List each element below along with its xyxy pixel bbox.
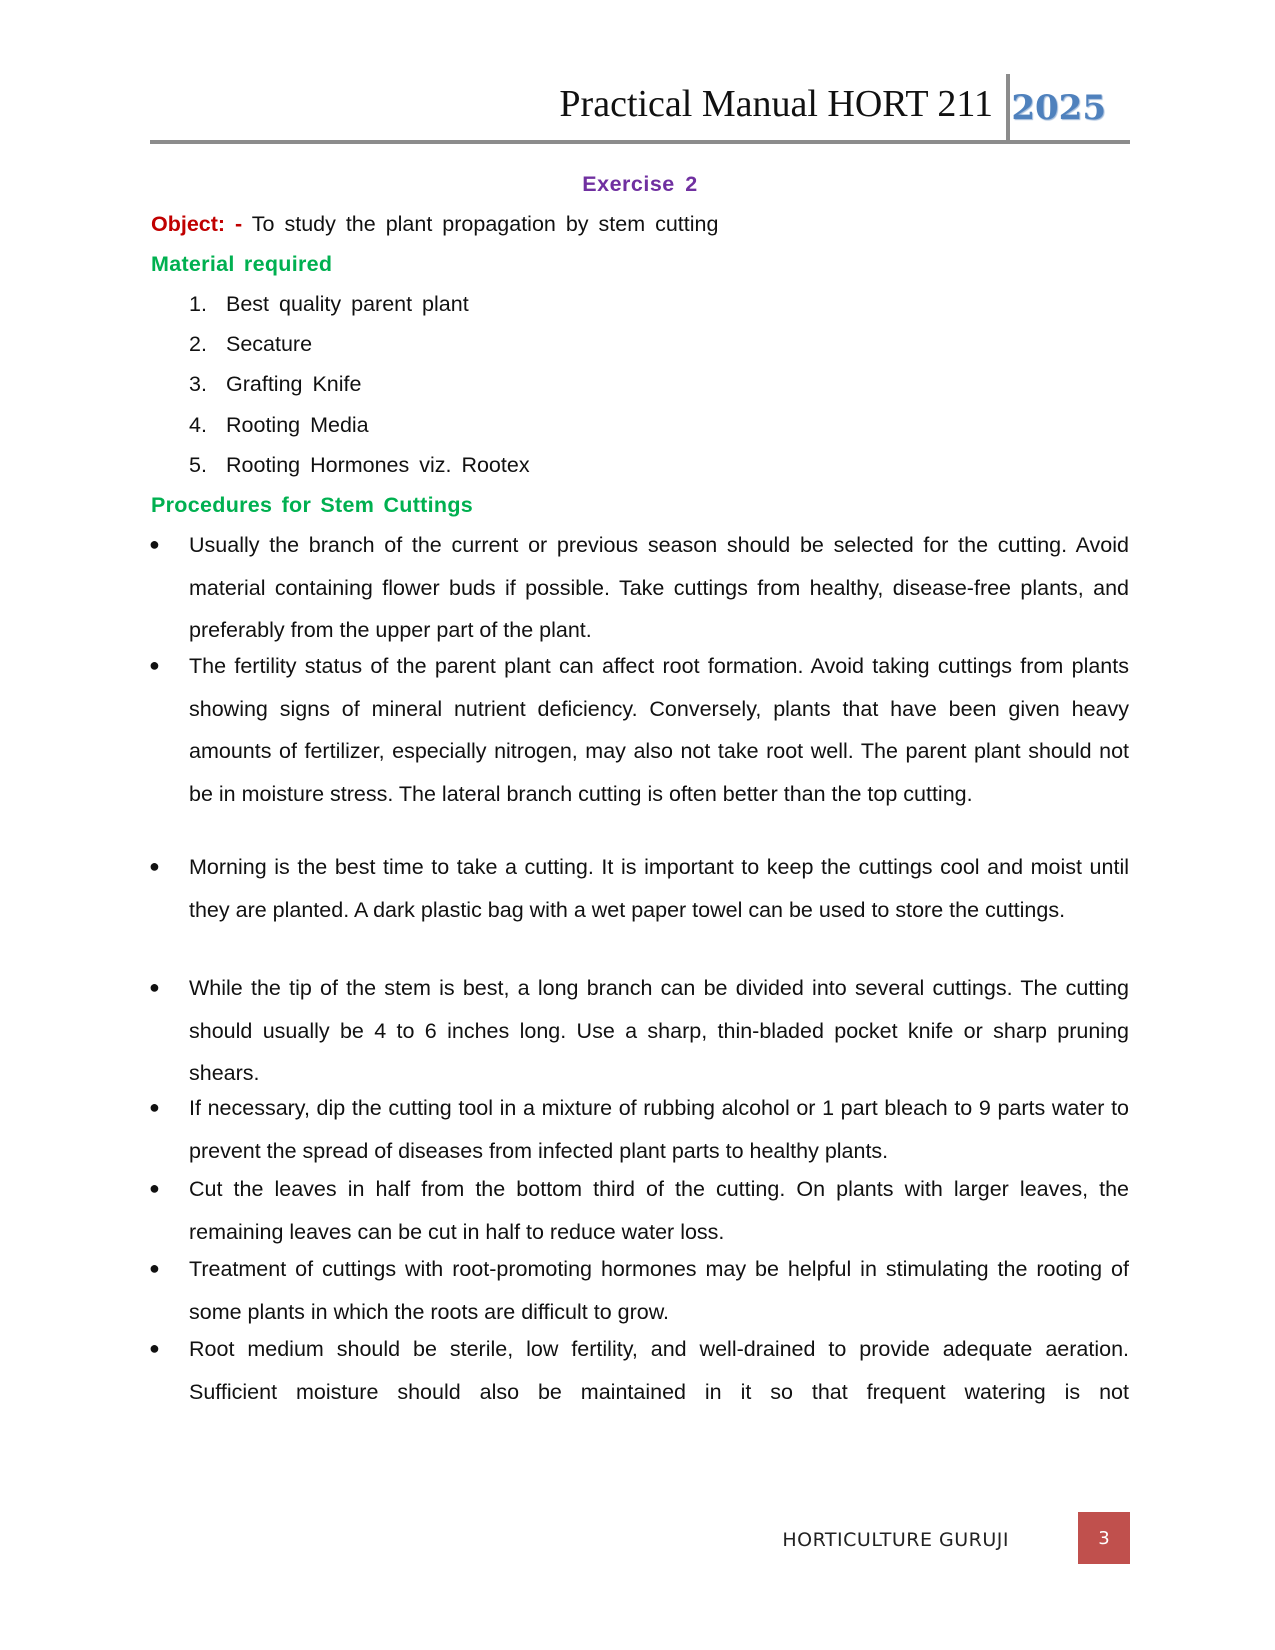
- material-text: Grafting Knife: [226, 372, 362, 396]
- page-header: [150, 74, 1130, 144]
- header-divider: [1006, 74, 1010, 142]
- header-rule: [150, 140, 1130, 144]
- procedures-heading: Procedures for Stem Cuttings: [151, 493, 474, 517]
- material-item: [189, 413, 369, 438]
- procedure-text: Usually the branch of the current or previous season should be selected for the cutting. Avoid material containing flower buds if possible. Take cuttings from healthy, disease-free plants, and preferably from the upper part of the plant.: [189, 533, 1129, 642]
- material-number: 5.: [189, 453, 207, 477]
- material-text: Rooting Media: [226, 413, 369, 437]
- procedure-text: While the tip of the stem is best, a long branch can be divided into several cuttings. The cutting should usually be 4 to 6 inches long. Use a sharp, thin-bladed pocket knife or sharp pruning shears.: [189, 976, 1129, 1085]
- procedure-text: Cut the leaves in half from the bottom third of the cutting. On plants with larger leaves, the remaining leaves can be cut in half to reduce water loss.: [189, 1177, 1129, 1244]
- bullet-dot-icon: ●: [149, 655, 160, 675]
- bullet-dot-icon: ●: [149, 1178, 160, 1198]
- bullet-dot-icon: ●: [149, 977, 160, 997]
- procedure-text: Treatment of cuttings with root-promoting hormones may be helpful in stimulating the rooting of some plants in which the roots are difficult to grow.: [189, 1257, 1129, 1324]
- material-text: Best quality parent plant: [226, 292, 469, 316]
- object-label: Object: -: [151, 212, 243, 236]
- object-text: To study the plant propagation by stem cutting: [251, 212, 719, 236]
- material-number: 3.: [189, 372, 207, 396]
- header-year: 2025: [1011, 88, 1106, 128]
- material-item: [189, 292, 469, 317]
- material-number: 4.: [189, 413, 207, 437]
- material-number: 1.: [189, 292, 207, 316]
- procedure-text: If necessary, dip the cutting tool in a mixture of rubbing alcohol or 1 part bleach to 9 parts water to prevent the spread of diseases from infected plant parts to healthy plants.: [189, 1096, 1129, 1163]
- procedure-text: Morning is the best time to take a cutting. It is important to keep the cuttings cool and moist until they are planted. A dark plastic bag with a wet paper towel can be used to store the cuttings.: [189, 855, 1129, 922]
- bullet-dot-icon: ●: [149, 534, 160, 554]
- material-text: Secature: [226, 332, 313, 356]
- bullet-dot-icon: ●: [149, 1258, 160, 1278]
- procedure-text: The fertility status of the parent plant can affect root formation. Avoid taking cuttings from plants showing signs of mineral nutrient deficiency. Conversely, plants that have been given heavy amounts of fertilizer, especially nitrogen, may also not take root well. The parent plant should not be in moisture stress. The lateral branch cutting is often better than the top cutting.: [189, 654, 1129, 806]
- header-title: Practical Manual HORT 211: [559, 83, 993, 125]
- material-text: Rooting Hormones viz. Rootex: [226, 453, 530, 477]
- bullet-dot-icon: ●: [149, 1338, 160, 1358]
- materials-heading: Material required: [151, 252, 333, 276]
- material-item: [189, 332, 312, 357]
- bullet-dot-icon: ●: [149, 856, 160, 876]
- material-item: [189, 453, 530, 478]
- material-item: [189, 372, 361, 397]
- exercise-title: Exercise 2: [582, 172, 698, 196]
- material-number: 2.: [189, 332, 207, 356]
- footer-text: HORTICULTURE GURUJI: [782, 1529, 1009, 1551]
- page-number: 3: [1078, 1512, 1130, 1564]
- object-line: [151, 212, 718, 237]
- procedure-text: Root medium should be sterile, low fertility, and well-drained to provide adequate aeration. Sufficient moisture should also be maintained in it so that frequent watering is not: [189, 1337, 1129, 1404]
- bullet-dot-icon: ●: [149, 1097, 160, 1117]
